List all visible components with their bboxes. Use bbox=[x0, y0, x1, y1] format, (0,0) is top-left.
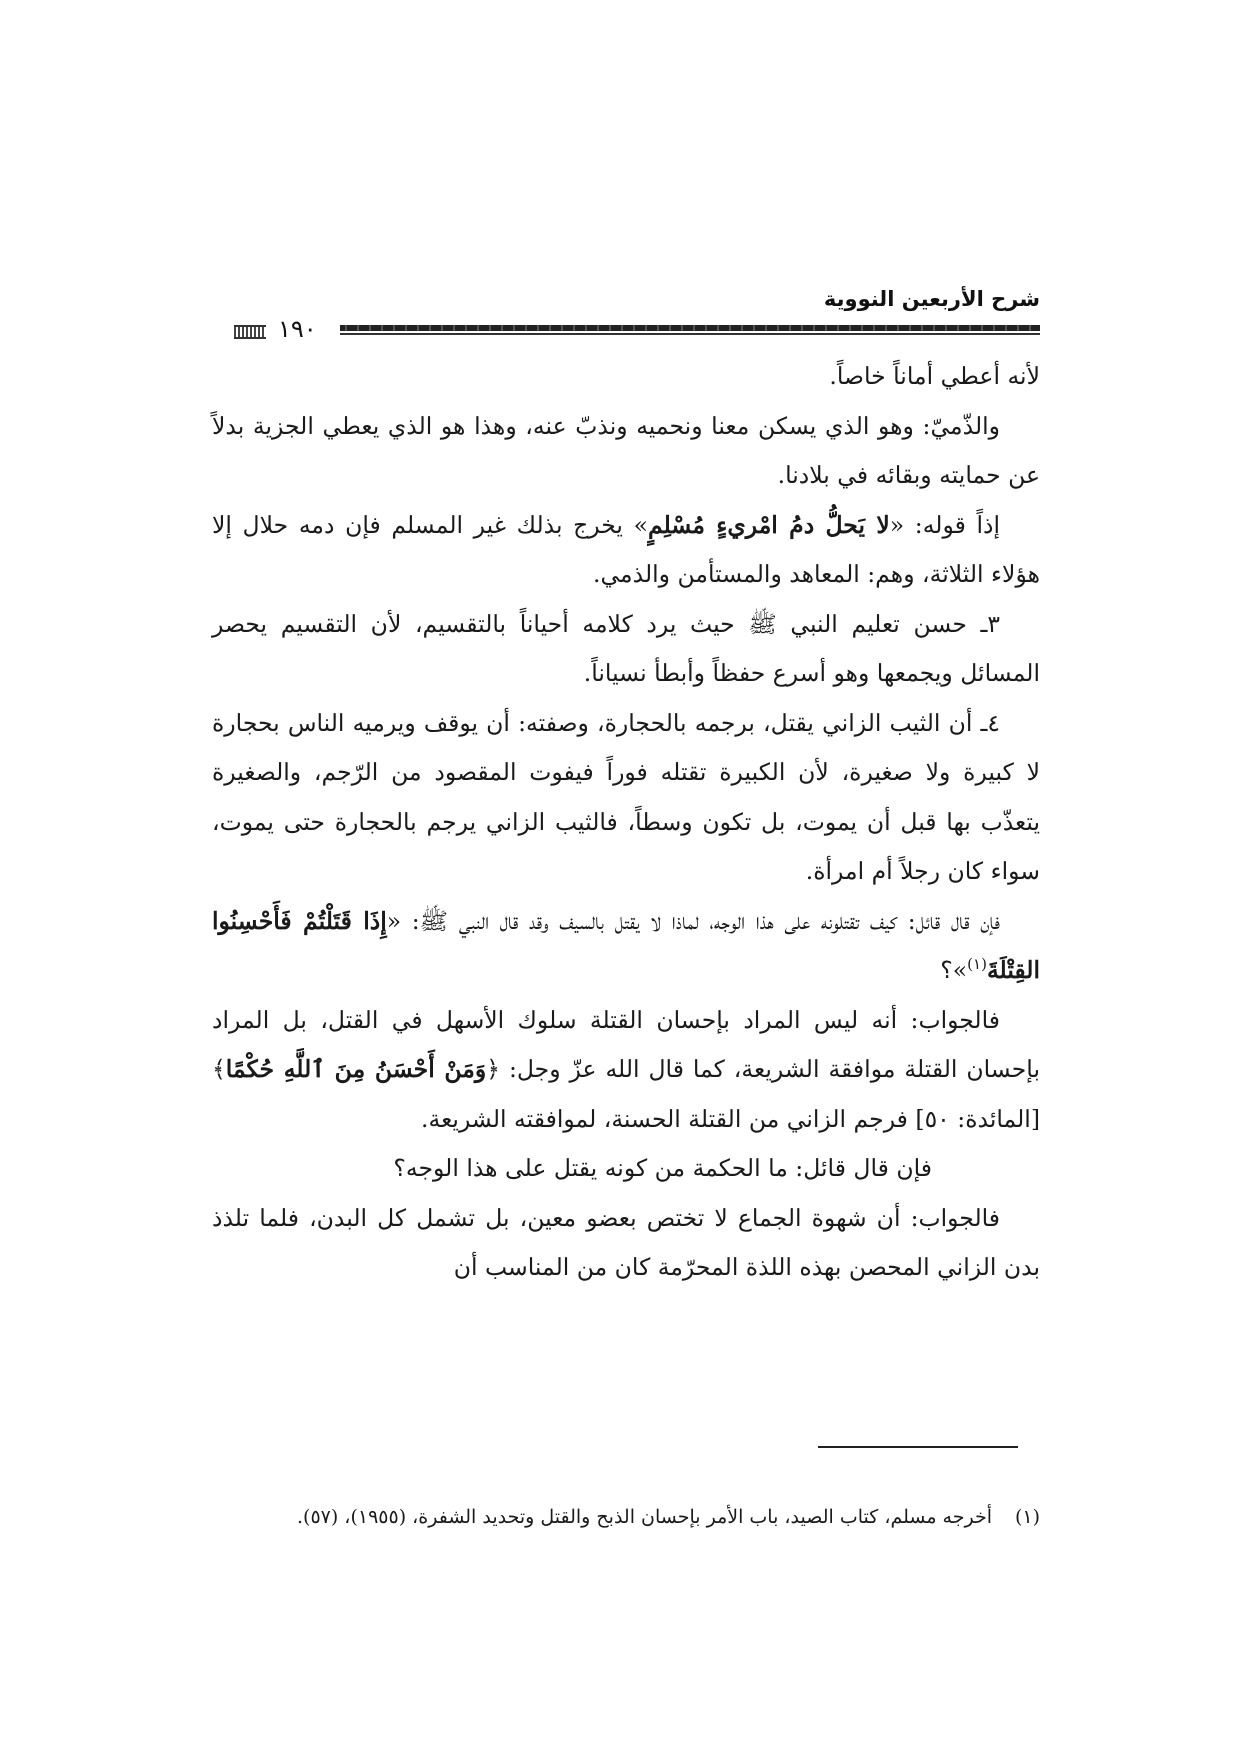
paragraph bbox=[212, 897, 1040, 996]
header-rule-thin bbox=[340, 333, 1040, 335]
paragraph: فالجواب: أن شهوة الجماع لا تختص بعضو معين، بل تشمل كل البدن، فلما تلذذ بدن الزاني المحصن بهذه اللذة المحرّمة كان من المناسب أن bbox=[212, 1203, 1040, 1281]
text-run: »؟ bbox=[940, 956, 968, 984]
paragraph: فإن قال قائل: ما الحكمة من كونه يقتل على هذا الوجه؟ bbox=[393, 1154, 932, 1182]
page-number: ١٩٠ bbox=[278, 315, 317, 343]
book-title: شرح الأربعين النووية bbox=[823, 287, 1040, 311]
header-ornament bbox=[234, 325, 266, 339]
hadith-quote: إِذَا قَتَلْتُمْ فَأَحْسِنُوا القِتْلَةَ bbox=[212, 906, 1040, 984]
footnote-number: (١) bbox=[1014, 1506, 1040, 1528]
paragraph bbox=[212, 996, 1040, 1145]
quran-verse: وَمَنْ أَحْسَنُ مِنَ ٱللَّهِ حُكْمًا bbox=[225, 1055, 487, 1083]
footnote-text: أخرجه مسلم، كتاب الصيد، باب الأمر بإحسان الذبح والقتل وتحديد الشفرة، (١٩٥٥)، (٥٧). bbox=[296, 1506, 992, 1528]
footnote-reference[interactable]: (١) bbox=[967, 955, 987, 974]
text-run: فالجواب: أنه ليس المراد بإحسان القتلة سلوك الأسهل في القتل، بل المراد بإحسان القتلة موافقة الشريعة، كما قال الله عزّ وجل: ﴿ bbox=[212, 1005, 1040, 1083]
header-rule bbox=[340, 325, 1040, 331]
footnote-separator bbox=[818, 1446, 1018, 1448]
text-run: فإن قال قائل: كيف تقتلونه على هذا الوجه، لماذا لا يقتل بالسيف وقد قال النبي ﷺ: « bbox=[386, 906, 1000, 935]
hadith-quote: لا يَحلُّ دمُ امْريءٍ مُسْلِمٍ bbox=[647, 510, 890, 539]
main-text bbox=[212, 352, 1040, 1293]
paragraph bbox=[212, 501, 1040, 600]
paragraph: والذّميّ: وهو الذي يسكن معنا ونحميه ونذبّ عنه، وهذا هو الذي يعطي الجزية بدلاً عن حمايته وبقائه في بلادنا. bbox=[212, 411, 1040, 489]
running-header bbox=[230, 285, 1040, 347]
footnote bbox=[212, 1498, 1040, 1536]
paragraph: ٤ـ أن الثيب الزاني يقتل، برجمه بالحجارة، وصفته: أن يوقف ويرميه الناس بحجارة لا كبيرة ولا صغيرة، لأن الكبيرة تقتله فوراً فيفوت المقصود من الرّجم، والصغيرة يتعذّب بها قبل أن يموت، بل تكون وسطاً، فالثيب الزاني يرجم بالحجارة حتى يموت، سواء كان رجلاً أم امرأة. bbox=[212, 708, 1040, 885]
text-run: » يخرج بذلك غير المسلم فإن دمه حلال إلا هؤلاء الثلاثة، وهم: المعاهد والمستأمن والذمي. bbox=[212, 510, 1040, 588]
text-run: إذاً قوله: « bbox=[889, 510, 1000, 539]
paragraph: لأنه أعطي أماناً خاصاً. bbox=[829, 362, 1040, 390]
paragraph: ٣ـ حسن تعليم النبي ﷺ حيث يرد كلامه أحياناً بالتقسيم، لأن التقسيم يحصر المسائل ويجمعها وهو أسرع حفظاً وأبطأ نسياناً. bbox=[212, 609, 1040, 687]
text-run: ﴾ [المائدة: ٥٠] فرجم الزاني من القتلة الحسنة، لموافقته الشريعة. bbox=[212, 1055, 1040, 1133]
